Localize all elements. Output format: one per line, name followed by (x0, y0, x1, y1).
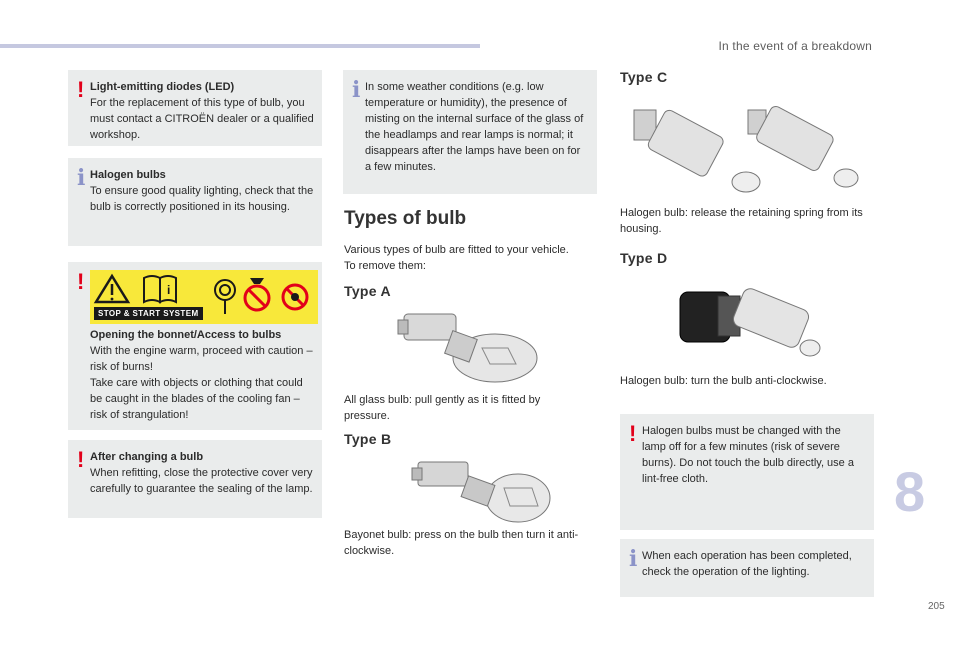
warning-icon: ! (77, 269, 85, 294)
stop-start-badge: STOP & START SYSTEM (94, 307, 203, 320)
bonnet-title: Opening the bonnet/Access to bulbs (90, 329, 282, 341)
type-d-heading: Type D (620, 250, 668, 266)
chapter-number: 8 (894, 460, 926, 523)
type-b-text: Bayonet bulb: press on the bulb then turn it anti-clockwise. (344, 529, 579, 557)
type-a-bulb-image (390, 306, 540, 388)
halogen-text: To ensure good quality lighting, check that the bulb is correctly positioned in its housing. (90, 185, 314, 213)
led-warning-box (68, 70, 322, 146)
operation-check-info-box (620, 539, 874, 597)
header-accent-bar (0, 44, 480, 48)
type-a-heading: Type A (344, 283, 391, 299)
warning-icon: ! (629, 421, 637, 446)
section-title: In the event of a breakdown (718, 39, 872, 53)
type-b-heading: Type B (344, 431, 392, 447)
halogen-change-warning-box (620, 414, 874, 530)
warning-icon: ! (77, 447, 85, 472)
page-number: 205 (928, 601, 945, 612)
info-icon: i (629, 546, 638, 572)
led-text: For the replacement of this type of bulb, you must contact a CITROËN dealer or a qualified workshop. (90, 97, 314, 141)
type-c-text: Halogen bulb: release the retaining spring from its housing. (620, 207, 863, 235)
type-a-text: All glass bulb: pull gently as it is fitted by pressure. (344, 394, 541, 422)
halogen-title: Halogen bulbs (90, 169, 166, 181)
types-of-bulb-heading: Types of bulb (344, 208, 467, 229)
led-title: Light-emitting diodes (LED) (90, 81, 235, 93)
warning-icon: ! (77, 77, 85, 102)
weather-text: In some weather conditions (e.g. low temperature or humidity), the presence of misting on the internal surface of the glass of the headlamps and rear lamps is normal; it disappears after the lamps have been on for a few minutes. (365, 81, 584, 173)
types-intro: Various types of bulb are fitted to your vehicle. To remove them: (344, 244, 569, 272)
warning-pictograms-panel (90, 270, 318, 324)
info-icon: i (352, 77, 361, 103)
operation-check-text: When each operation has been completed, check the operation of the lighting. (642, 550, 852, 578)
halogen-change-text: Halogen bulbs must be changed with the lamp off for a few minutes (risk of severe burns). Do not touch the bulb directly, use a lint-free cloth. (642, 425, 854, 485)
type-c-heading: Type C (620, 69, 668, 85)
info-icon: i (77, 165, 86, 191)
weather-info-box (343, 70, 597, 194)
after-text: When refitting, close the protective cover very carefully to guarantee the sealing of the lamp. (90, 467, 313, 495)
svg-text:i: i (167, 283, 171, 297)
after-title: After changing a bulb (90, 451, 204, 463)
bonnet-text: With the engine warm, proceed with caution – risk of burns! Take care with objects or clothing that could be caught in the blades of the cooling fan – risk of strangulation! (90, 345, 313, 421)
type-d-text: Halogen bulb: turn the bulb anti-clockwise. (620, 375, 827, 387)
type-d-bulb-image (676, 282, 826, 362)
halogen-info-box (68, 158, 322, 246)
after-change-warning-box (68, 440, 322, 518)
type-c-bulb-image (624, 100, 864, 200)
type-b-bulb-image (408, 456, 558, 526)
